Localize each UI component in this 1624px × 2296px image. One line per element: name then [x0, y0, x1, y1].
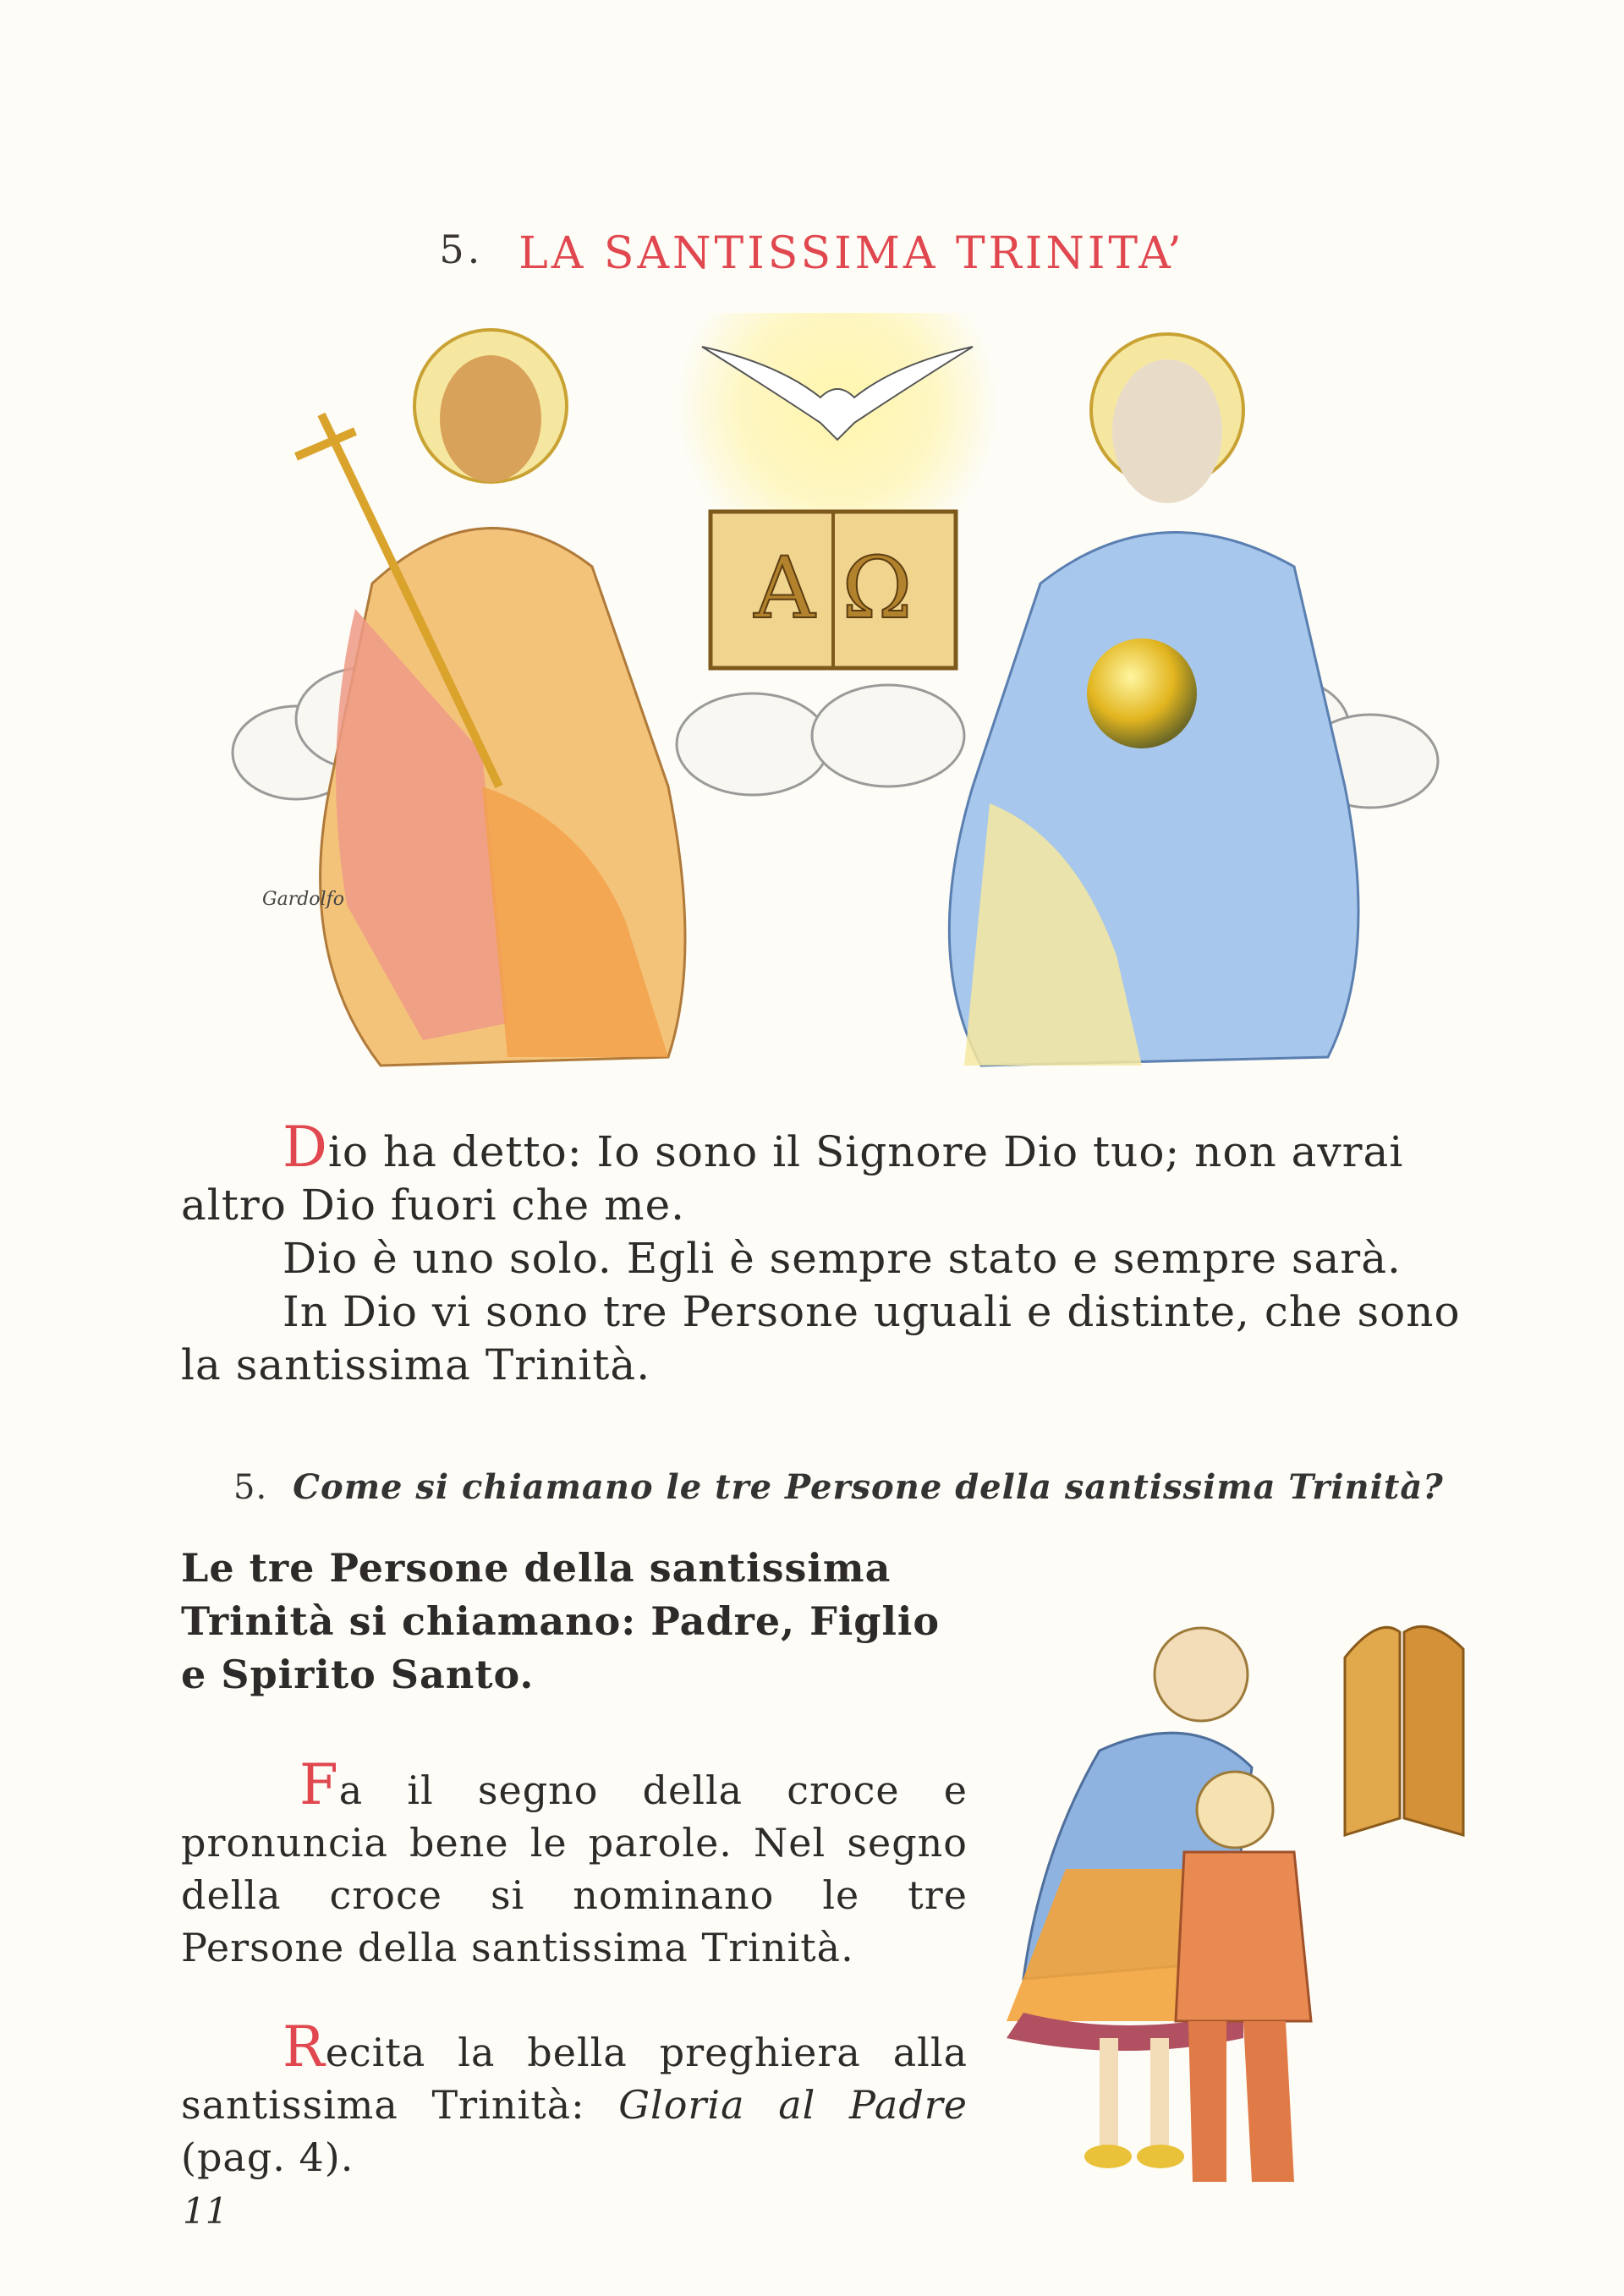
- globe: [1087, 638, 1197, 748]
- son-figure: [296, 330, 685, 1066]
- exercise-1-text: a il segno della croce e pronuncia bene le parole. Nel segno della croce si nominano le tre Persone della santissima Trinità.: [181, 1767, 968, 1970]
- exercise-sign-of-cross: [181, 1752, 968, 1974]
- catechism-answer: Le tre Persone della santissima Trinità si chiamano: Padre, Figlio e Spirito Santo.: [181, 1545, 941, 1697]
- book-letters: A Ω: [754, 539, 913, 638]
- exercise-2-text: ecita la bella preghiera alla santissima Trinità:: [181, 2030, 968, 2128]
- page-reference: (pag. 4).: [181, 2134, 354, 2180]
- drop-cap-r: R: [283, 2014, 326, 2080]
- father-figure: [949, 334, 1358, 1066]
- artist-signature: Gardolfo: [262, 889, 344, 910]
- catechism-question: [233, 1467, 1444, 1507]
- page-number: 11: [183, 2190, 228, 2232]
- question-number: 5.: [233, 1468, 268, 1507]
- question-text: Come si chiamano le tre Persone della santissima Trinità?: [293, 1467, 1444, 1507]
- alpha-omega-book: [710, 512, 956, 668]
- paragraph-1: io ha detto: Io sono il Signore Dio tuo; non avrai altro Dio fuori che me.: [181, 1127, 1404, 1230]
- paragraph-2: Dio è uno solo. Egli è sempre stato e sempre sarà.: [283, 1234, 1402, 1283]
- intro-text: [181, 1115, 1484, 1392]
- trinity-illustration: [228, 313, 1446, 1108]
- chapter-number: 5.: [439, 227, 484, 272]
- paragraph-3: In Dio vi sono tre Persone uguali e distinte, che sono la santissima Trinità.: [181, 1287, 1461, 1389]
- chapter-title: LA SANTISSIMA TRINITA’: [518, 228, 1185, 279]
- children-illustration: [973, 1598, 1514, 2190]
- prayer-title: Gloria al Padre: [618, 2082, 968, 2128]
- church-door-icon: [1345, 1626, 1463, 1835]
- drop-cap-d: D: [283, 1115, 328, 1180]
- exercise-prayer: [181, 2014, 968, 2184]
- chapter-heading: [0, 227, 1624, 279]
- drop-cap-f: F: [299, 1752, 339, 1817]
